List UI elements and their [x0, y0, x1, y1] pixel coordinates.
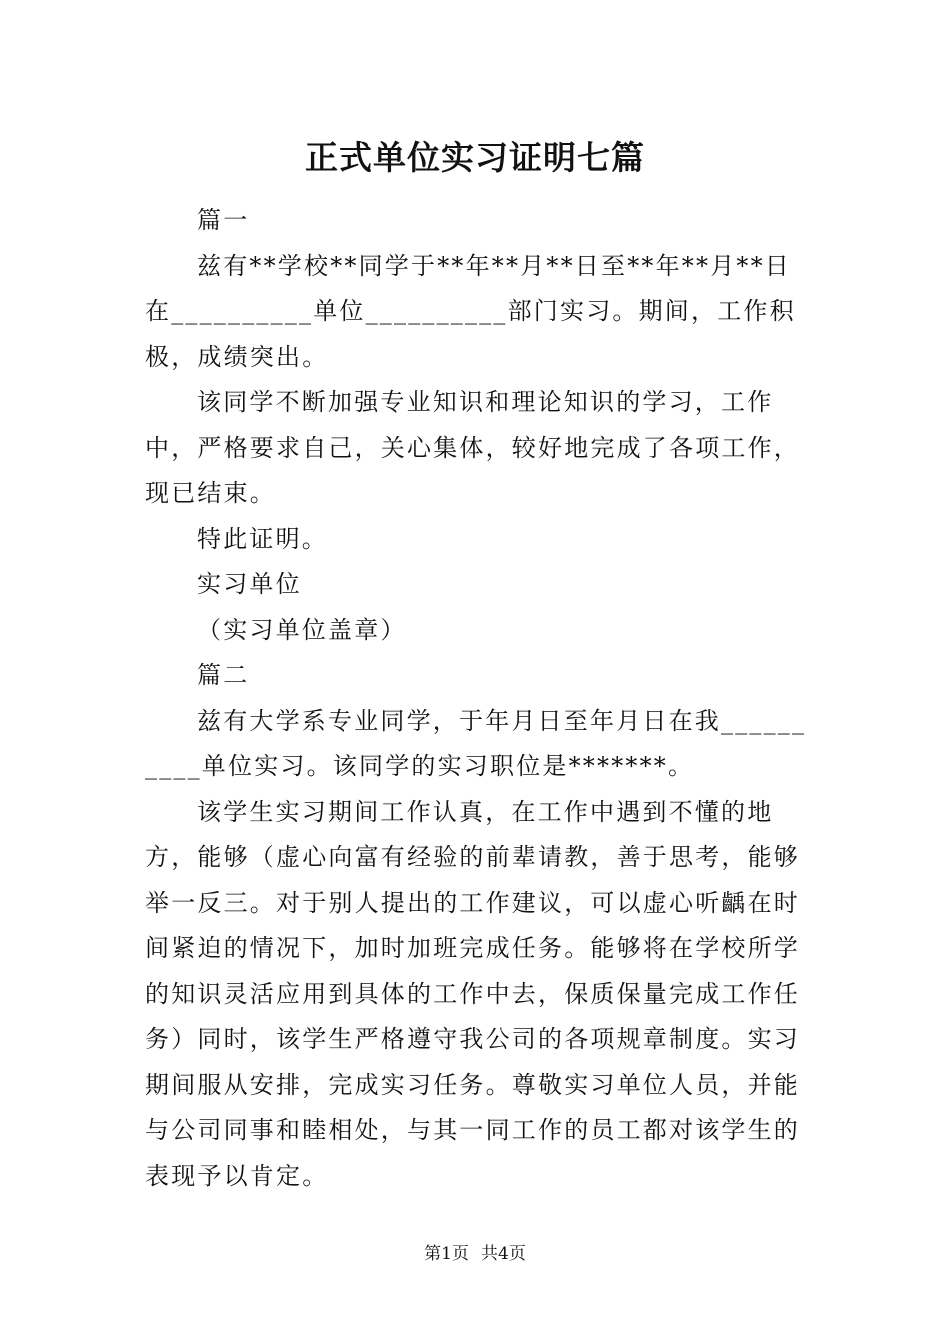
page-title: 正式单位实习证明七篇	[305, 138, 645, 177]
paragraph-2: 该同学不断加强专业知识和理论知识的学习，工作中，严格要求自己，关心集体，较好地完成了各项工作，现已结束。	[145, 388, 800, 507]
paragraph-5: 该学生实习期间工作认真，在工作中遇到不懂的地方，能够（虚心向富有经验的前辈请教，善于思考，能够举一反三。对于别人提出的工作建议，可以虚心听齲在时间紧迫的情况下，加时加班完成任务。能够将在学校所学的知识灵活应用到具体的工作中去，保质保量完成工作任务）同时，该学生严格遵守我公司的各项规章制度。实习期间服从安排，完成实习任务。尊敬实习单位人员，并能与公司同事和睦相处，与其一同工作的员工都对该学生的表现予以肯定。	[145, 797, 800, 1190]
section-heading-1: 篇一	[197, 206, 250, 234]
page-number: 第1页	[424, 1244, 469, 1264]
signature-unit: 实习单位	[197, 570, 302, 598]
paragraph-1: 兹有**学校**同学于**年**月**日至**年**月**日在__________单位__________部门实习。期间，工作积极，成绩突出。	[145, 251, 796, 371]
section-heading-2: 篇二	[197, 661, 250, 689]
paragraph-4: 兹有大学系专业同学，于年月日至年月日在我__________单位实习。该同学的实习职位是*******。	[145, 706, 807, 780]
paragraph-3: 特此证明。	[197, 524, 328, 553]
signature-stamp-note: （实习单位盖章）	[197, 615, 407, 644]
page-total: 共4页	[481, 1244, 526, 1264]
page-footer	[0, 1240, 950, 1268]
document-body	[145, 198, 810, 1199]
